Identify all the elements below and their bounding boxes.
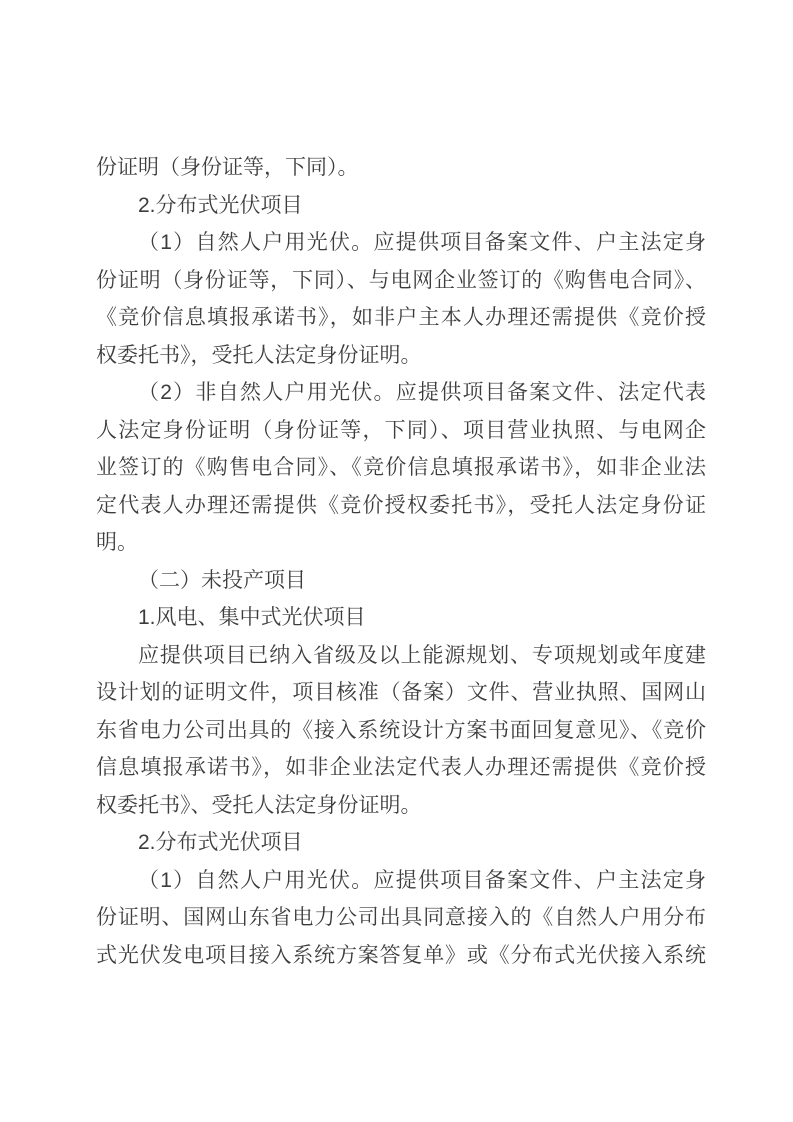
text-line: 2.分布式光伏项目 bbox=[138, 831, 303, 854]
text-line: 定代表人办理还需提供《竞价授权委托书》，受托人法定身份证 bbox=[96, 493, 706, 517]
text-content bbox=[96, 149, 706, 974]
text-line: 份证明（身份证等，下同）、与电网企业签订的《购售电合同》、 bbox=[96, 268, 706, 292]
text-line: 份证明（身份证等，下同）。 bbox=[96, 156, 359, 179]
text-line: 人法定身份证明（身份证等，下同）、项目营业执照、与电网企 bbox=[96, 418, 706, 442]
text-line: 2.分布式光伏项目 bbox=[138, 193, 303, 217]
text-line: （二）未投产项目 bbox=[138, 568, 306, 592]
text-line: 明。 bbox=[96, 531, 138, 554]
text-line: 权委托书》、受托人法定身份证明。 bbox=[96, 793, 422, 817]
text-line: （1）自然人户用光伏。应提供项目备案文件、户主法定身 bbox=[138, 868, 706, 892]
text-line: （2）非自然人户用光伏。应提供项目备案文件、法定代表 bbox=[138, 381, 706, 404]
text-line: 权委托书》，受托人法定身份证明。 bbox=[96, 343, 422, 367]
text-line: 信息填报承诺书》，如非企业法定代表人办理还需提供《竞价授 bbox=[96, 756, 706, 779]
text-line: 《竞价信息填报承诺书》，如非户主本人办理还需提供《竞价授 bbox=[96, 306, 706, 329]
text-line: 应提供项目已纳入省级及以上能源规划、专项规划或年度建 bbox=[138, 643, 706, 667]
text-line: 式光伏发电项目接入系统方案答复单》或《分布式光伏接入系统 bbox=[96, 943, 706, 967]
text-line: 份证明、国网山东省电力公司出具同意接入的《自然人户用分布 bbox=[96, 906, 706, 929]
text-line: 业签订的《购售电合同》、《竞价信息填报承诺书》，如非企业法 bbox=[96, 456, 706, 479]
text-line: （1）自然人户用光伏。应提供项目备案文件、户主法定身 bbox=[138, 231, 706, 254]
text-line: 设计划的证明文件，项目核准（备案）文件、营业执照、国网山 bbox=[96, 681, 706, 704]
text-line: 1.风电、集中式光伏项目 bbox=[138, 606, 366, 629]
text-line: 东省电力公司出具的《接入系统设计方案书面回复意见》、《竞价 bbox=[96, 718, 706, 742]
